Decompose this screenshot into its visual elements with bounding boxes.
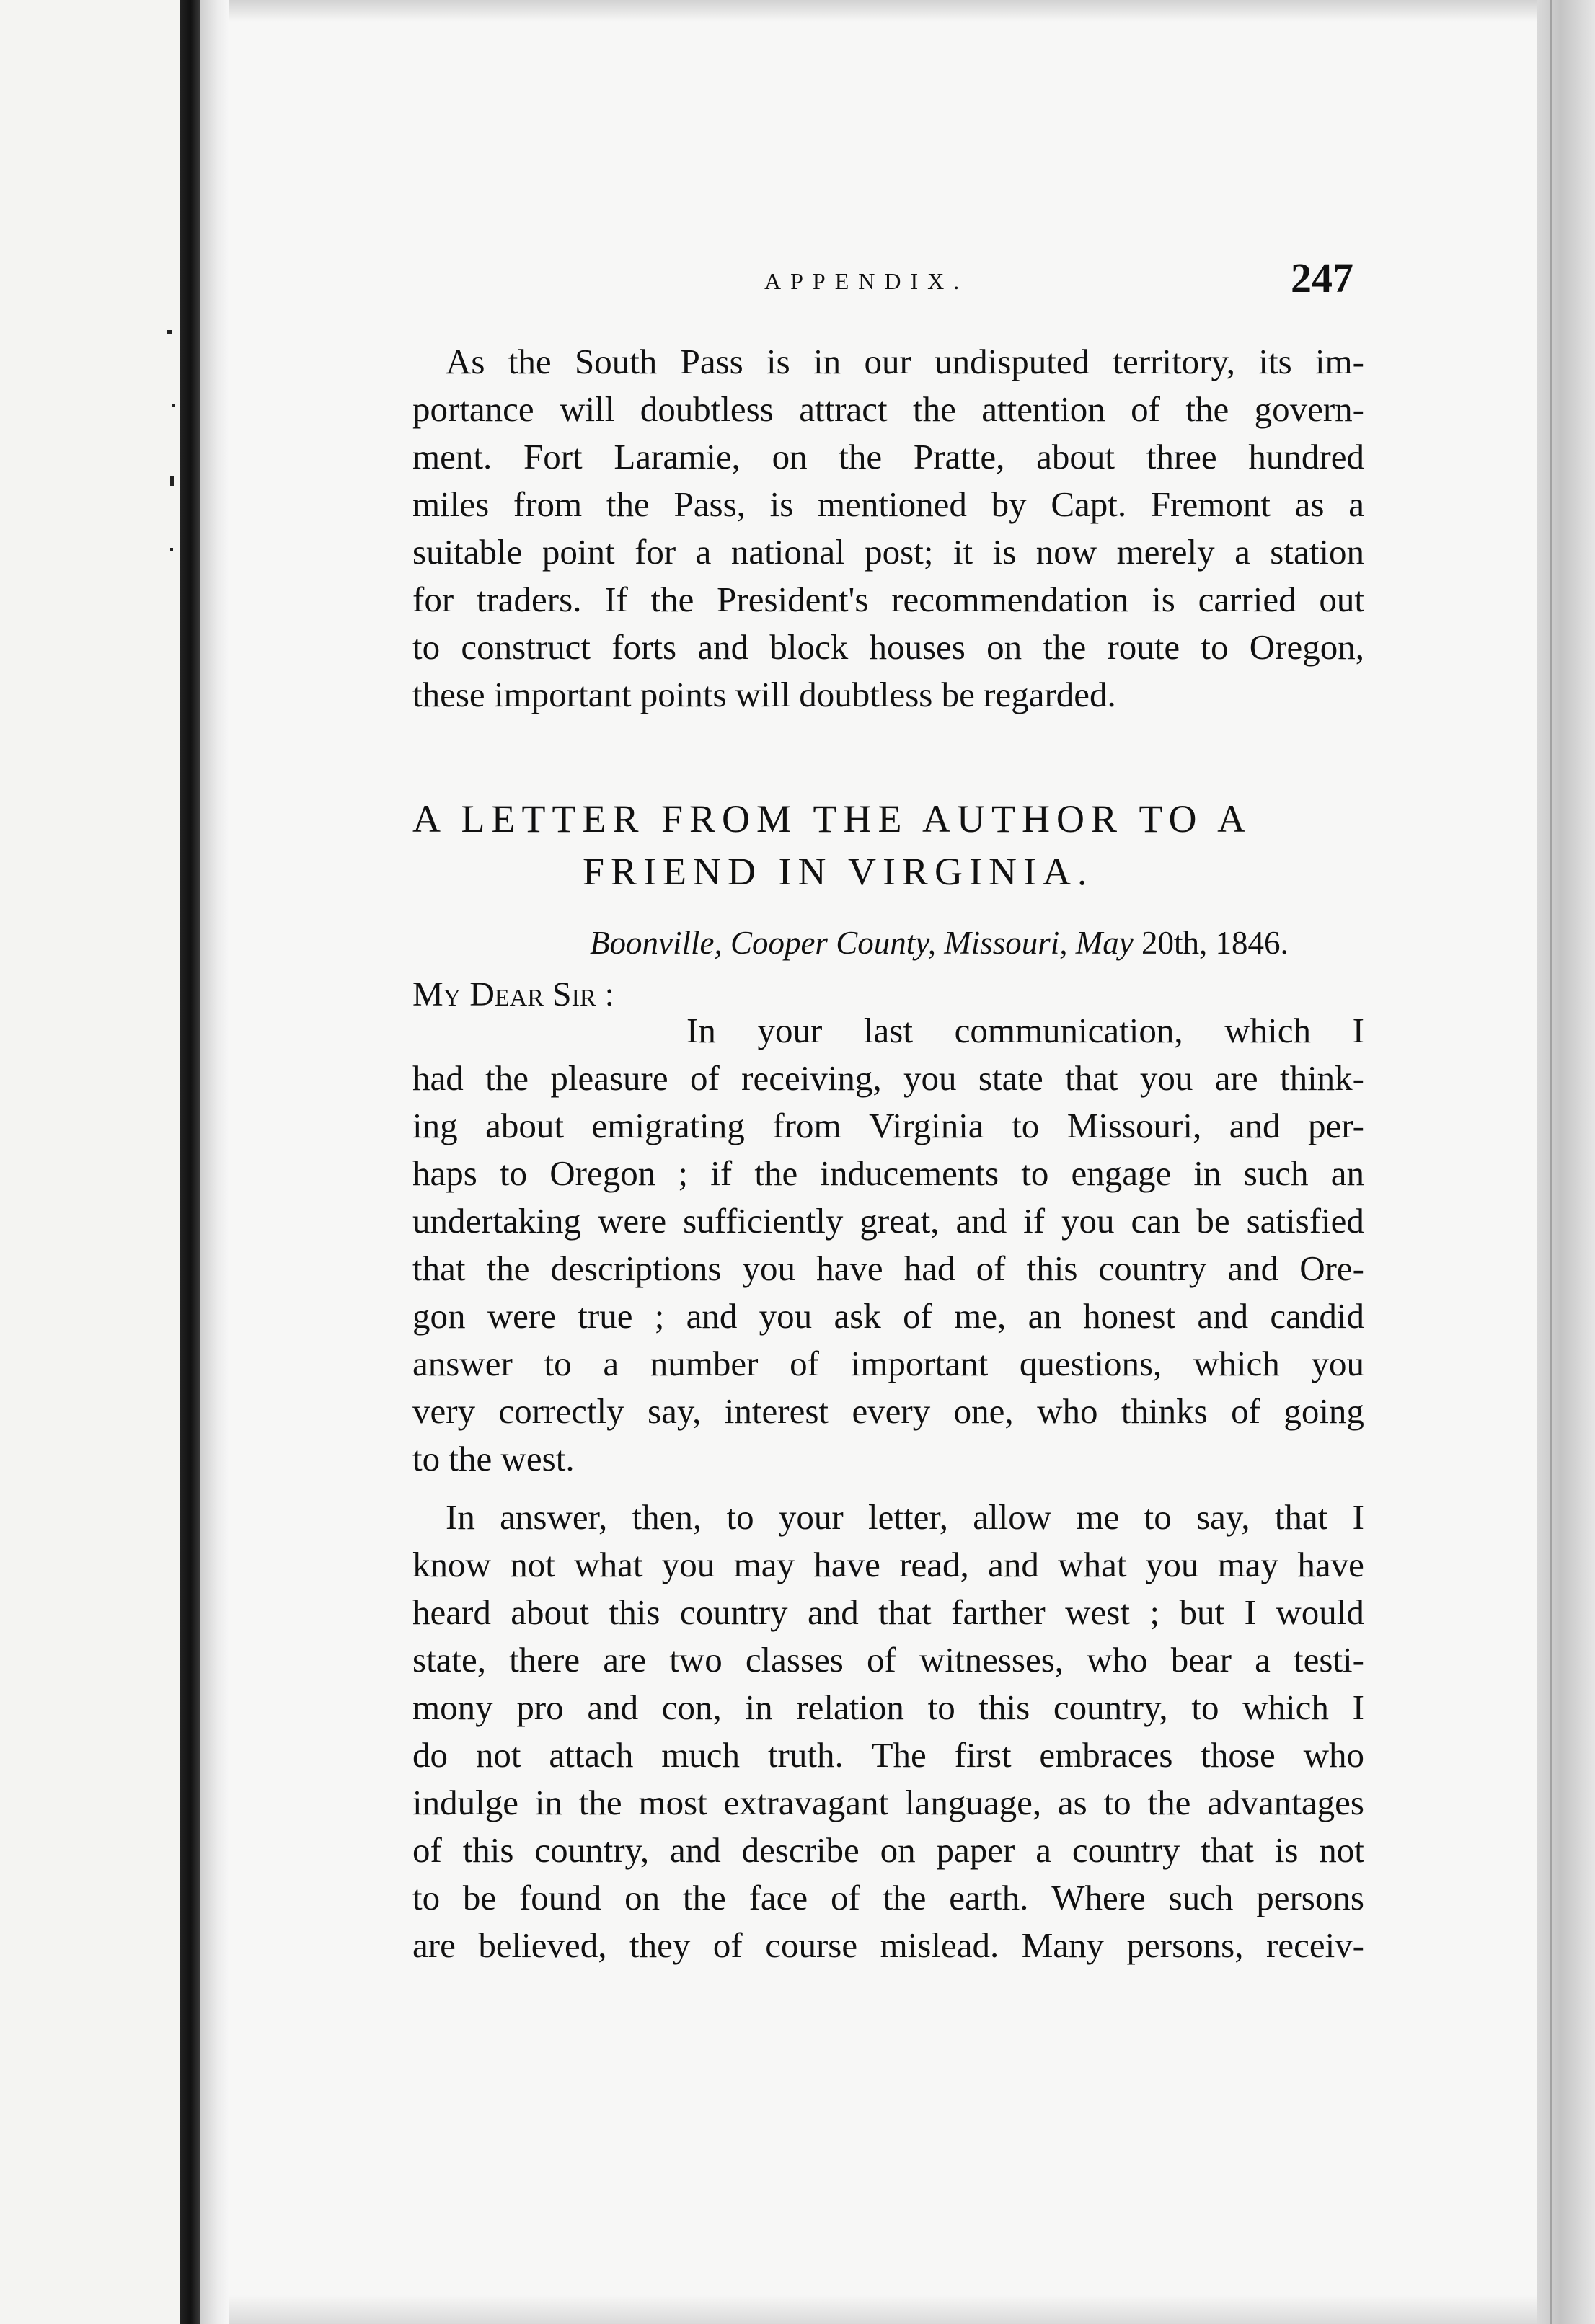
- dateline-place: Boonville, Cooper County, Missouri,: [590, 925, 1068, 961]
- text-line: ing about emigrating from Virginia to Missouri, and per-: [412, 1106, 1364, 1145]
- text-line: undertaking were sufficiently great, and if you can be satisfied: [412, 1201, 1364, 1241]
- text-line: miles from the Pass, is mentioned by Capt. Fremont as a: [412, 484, 1364, 524]
- dateline-month: May: [1075, 925, 1134, 961]
- bottom-shadow: [229, 2295, 1537, 2324]
- right-page-edge: [1537, 0, 1595, 2324]
- dateline-year: 1846.: [1215, 925, 1289, 961]
- text-line: to construct forts and block houses on the route to Oregon,: [412, 627, 1364, 667]
- book-gutter: [180, 0, 200, 2324]
- ink-speck: [167, 330, 172, 334]
- text-line: very correctly say, interest every one, who thinks of going: [412, 1391, 1364, 1431]
- text-line: gon were true ; and you ask of me, an honest and candid: [412, 1296, 1364, 1336]
- ink-speck: [172, 404, 175, 407]
- dateline-sep: ,: [1198, 925, 1216, 961]
- text-line: heard about this country and that farther west ; but I would: [412, 1592, 1364, 1632]
- letter-heading-line-1: A LETTER FROM THE AUTHOR TO A: [412, 797, 1252, 841]
- text-line: that the descriptions you have had of this country and Ore-: [412, 1249, 1364, 1288]
- text-line: As the South Pass is in our undisputed territory, its im-: [446, 342, 1364, 381]
- gutter-shadow: [200, 0, 229, 2324]
- text-line: are believed, they of course mislead. Many persons, receiv-: [412, 1925, 1364, 1965]
- ink-speck: [170, 548, 173, 551]
- right-page-edge-line: [1550, 0, 1552, 2324]
- page-number: 247: [1291, 254, 1353, 301]
- text-line: of this country, and describe on paper a country that is not: [412, 1830, 1364, 1870]
- text-line: indulge in the most extravagant language, as to the advantages: [412, 1783, 1364, 1822]
- text-line: haps to Oregon ; if the inducements to engage in such an: [412, 1153, 1364, 1193]
- text-line: In answer, then, to your letter, allow me to say, that I: [446, 1497, 1364, 1537]
- text-line: had the pleasure of receiving, you state that you are think-: [412, 1058, 1364, 1098]
- text-line: to the west.: [412, 1439, 575, 1478]
- letter-salutation: My Dear Sir :: [412, 975, 614, 1014]
- text-line: In your last communication, which I: [686, 1011, 1364, 1050]
- text-line: state, there are two classes of witnesses, who bear a testi-: [412, 1640, 1364, 1680]
- text-line: suitable point for a national post; it is now merely a station: [412, 532, 1364, 572]
- text-line: mony pro and con, in relation to this country, to which I: [412, 1687, 1364, 1727]
- ink-speck: [170, 476, 174, 486]
- text-line: to be found on the face of the earth. Where such persons: [412, 1878, 1364, 1917]
- text-line: these important points will doubtless be regarded.: [412, 675, 1116, 714]
- text-line: portance will doubtless attract the attention of the govern-: [412, 389, 1364, 429]
- dateline-day: 20th: [1141, 925, 1199, 961]
- facing-page-edge: [0, 0, 180, 2324]
- text-line: do not attach much truth. The first embraces those who: [412, 1735, 1364, 1775]
- text-line: ment. Fort Laramie, on the Pratte, about three hundred: [412, 437, 1364, 476]
- letter-heading-line-2: FRIEND IN VIRGINIA.: [583, 850, 1094, 893]
- running-head: APPENDIX.: [764, 268, 969, 294]
- top-shadow: [229, 0, 1537, 22]
- letter-dateline: [590, 924, 1289, 962]
- text-line: answer to a number of important questions, which you: [412, 1344, 1364, 1383]
- text-line: for traders. If the President's recommendation is carried out: [412, 580, 1364, 619]
- text-line: know not what you may have read, and what you may have: [412, 1545, 1364, 1584]
